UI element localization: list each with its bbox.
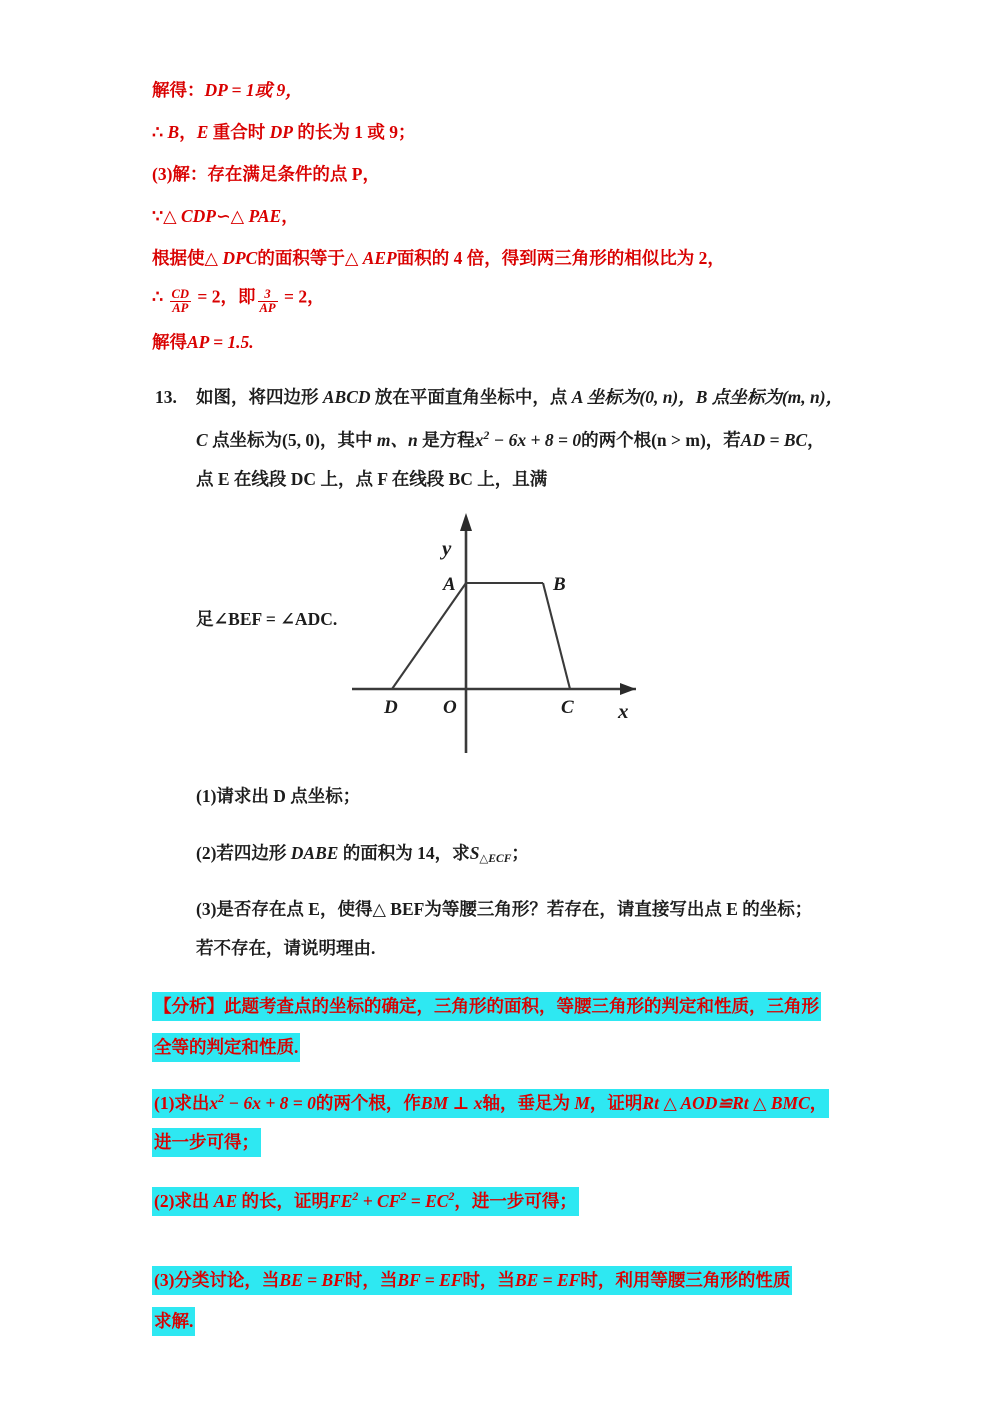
quad-dabe: DABE xyxy=(290,843,339,863)
label-c: C xyxy=(561,697,574,718)
analysis-point-1-line-1: (1)求出$x^2 - 6x + 8 = 0$的两个根，作BM ⊥ x轴，垂足为 M，证明Rt △ AOD≌Rt △ BMC， xyxy=(152,1093,829,1112)
congruence-statement: Rt △ AOD≌Rt △ BMC xyxy=(642,1092,810,1113)
label-origin: O xyxy=(443,697,457,718)
solution-line-3: (3)解：存在满足条件的点 P， xyxy=(152,164,380,184)
analysis-point-3-line-2: 求解. xyxy=(152,1313,195,1331)
analysis-line-1: 【分析】此题考查点的坐标的确定，三角形的面积，等腰三角形的判定和性质，三角形 xyxy=(152,998,821,1016)
case-be-ef: BE = EF xyxy=(514,1270,581,1290)
quadratic-equation: − 6x + 8 = 0 xyxy=(489,429,582,450)
question-2: (2)若四边形 DABE 的面积为 14，求$S_{\triangle ECF}$； xyxy=(196,843,529,865)
solution-line-7: 解得AP = 1.5. xyxy=(152,332,254,352)
solution-line-6: ∴ $\frac{CD}{AP}$ = 2，即 $\frac{3}{AP}$ = 2， xyxy=(152,286,325,316)
label-b: B xyxy=(553,574,566,595)
analysis-point-3-line-1: (3)分类讨论，当BE = BF时，当BF = EF时，当BE = EF时，利用等腰三角形的性质 xyxy=(152,1272,792,1290)
subscript-ecf: △ECF xyxy=(479,852,512,865)
triangle-cdp: CDP xyxy=(180,206,216,226)
label-x-axis: x xyxy=(618,699,629,723)
question-3-line-2: 若不存在，请说明理由. xyxy=(196,938,376,958)
solution-line-1-math: DP = 1或 9， xyxy=(204,80,303,100)
point-b: B xyxy=(167,122,180,142)
problem-condition: 足∠BEF = ∠ADC. xyxy=(196,609,338,629)
fraction-cd-ap: $\frac{CD}{AP}$ xyxy=(171,287,190,316)
quad-abcd: ABCD xyxy=(322,387,371,407)
question-1: (1)请求出 D 点坐标； xyxy=(196,786,361,806)
coordinate-diagram xyxy=(330,505,670,760)
because-symbol: ∵△ xyxy=(152,206,181,226)
triangle-pae: PAE xyxy=(248,206,282,226)
fraction-3-ap: $\frac{3}{AP}$ xyxy=(259,287,276,316)
similar-symbol: ∽△ xyxy=(215,206,249,226)
result-ap: AP = 1.5. xyxy=(187,332,254,352)
analysis-point-2: (2)求出 AE 的长，证明$FE^2 + CF^2 = EC^2$，进一步可得； xyxy=(152,1191,579,1210)
analysis-quadratic: − 6x + 8 = 0 xyxy=(224,1092,316,1113)
label-y-axis: y xyxy=(442,536,452,560)
analysis-line-2: 全等的判定和性质. xyxy=(152,1039,300,1057)
perpendicular-bm: BM ⊥ x xyxy=(420,1092,483,1113)
solution-line-4: ∵△ CDP∽△ PAE， xyxy=(152,206,299,226)
problem-number: 13. xyxy=(155,387,177,407)
case-bf-ef: BF = EF xyxy=(397,1270,463,1290)
solution-line-2: ∴ B，E 重合时 DP 的长为 1 或 9； xyxy=(152,122,416,142)
problem-stem-line-2: C 点坐标为(5, 0)，其中 m、n 是方程$x^2 - 6x + 8 = 0$的两个根(n > m)，若AD = BC， xyxy=(196,428,825,450)
solution-line-1 xyxy=(152,82,303,100)
variable-x: x xyxy=(474,429,484,450)
triangle-aep: AEP xyxy=(362,248,397,268)
case-be-bf: BE = BF xyxy=(279,1270,345,1290)
problem-stem-line-1: 如图，将四边形 ABCD 放在平面直角坐标中，点 A 坐标为(0, n)，B 点坐标为(m, n)， xyxy=(196,387,844,407)
solution-line-5: 根据使△ DPC的面积等于△ AEP面积的 4 倍，得到两三角形的相似比为 2， xyxy=(152,248,725,268)
therefore-symbol: ∴ xyxy=(152,122,168,142)
segment-dp: DP xyxy=(269,122,293,142)
solution-line-1-prefix: 解得： xyxy=(152,80,205,100)
question-3-line-1: (3)是否存在点 E，使得△ BEF为等腰三角形？若存在，请直接写出点 E 的坐标； xyxy=(196,899,813,919)
triangle-dpc: DPC xyxy=(222,248,258,268)
segment-ae: AE xyxy=(213,1190,238,1211)
analysis-point-1-line-2: 进一步可得； xyxy=(152,1134,261,1152)
problem-stem-line-3: 点 E 在线段 DC 上，点 F 在线段 BC 上，且满 xyxy=(196,469,548,489)
label-d: D xyxy=(384,697,398,718)
label-a: A xyxy=(443,574,456,595)
therefore-symbol-2: ∴ xyxy=(152,286,168,307)
point-e: E xyxy=(196,122,209,142)
